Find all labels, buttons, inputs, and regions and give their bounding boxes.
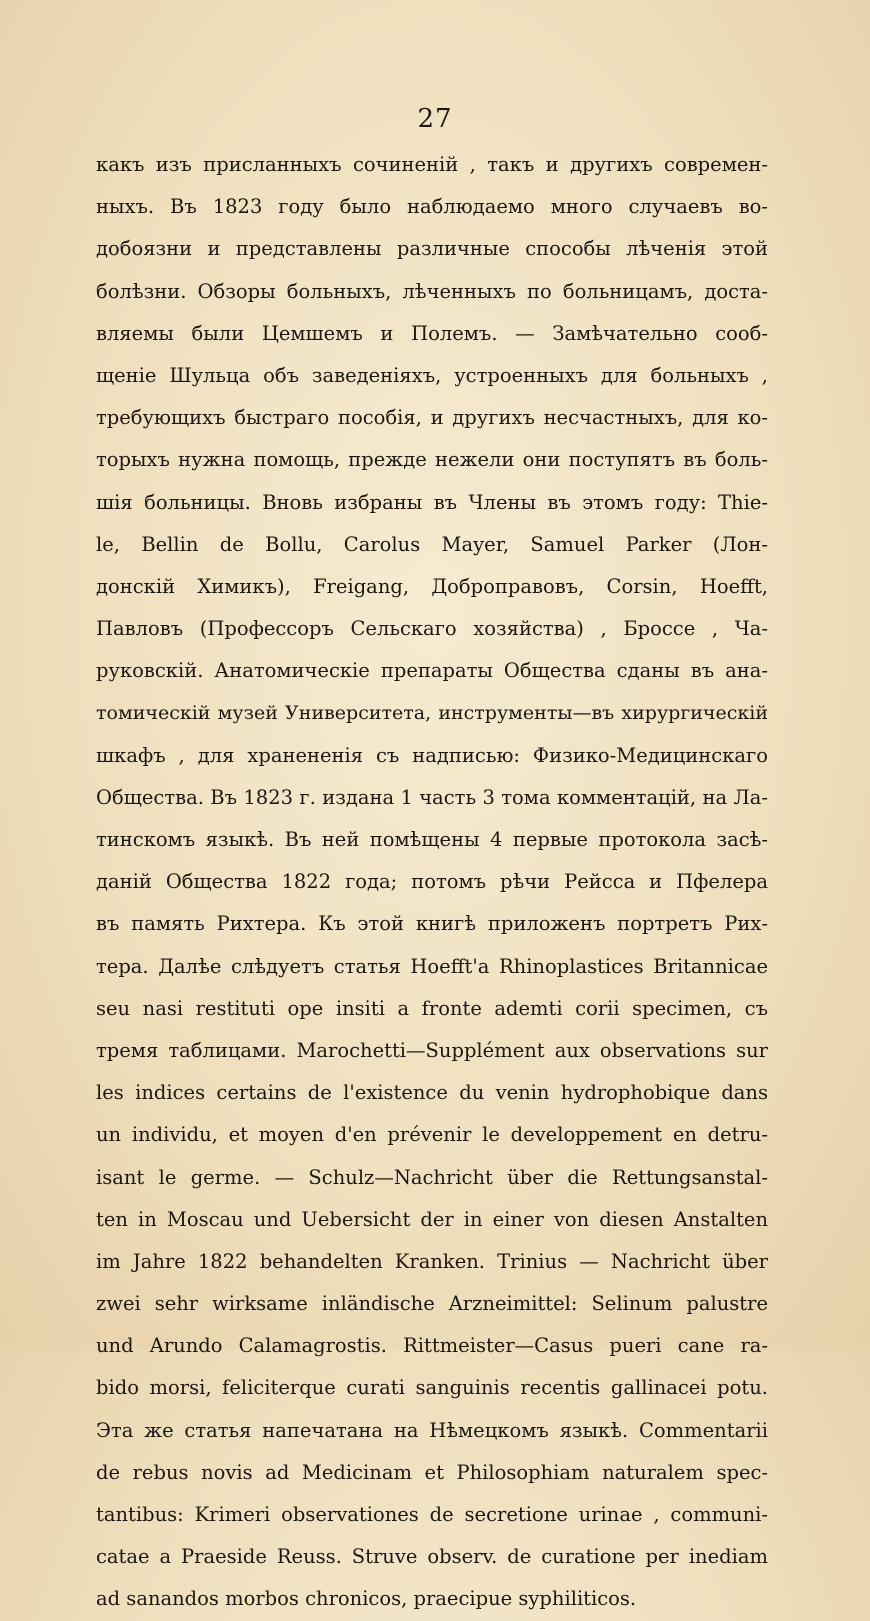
text-line: seu nasi restituti ope insiti a fronte ademti corii specimen, съ bbox=[96, 996, 768, 1020]
text-line: требующихъ быстраго пособія, и другихъ несчастныхъ, для ко- bbox=[96, 406, 768, 430]
text-line: bido morsi, feliciterque curati sanguinis recentis gallinacei potu. bbox=[96, 1376, 768, 1400]
text-line: тинскомъ языкѣ. Въ ней помѣщены 4 первые протокола засѣ- bbox=[96, 828, 768, 851]
text-line: un individu, et moyen d'en prévenir le developpement en detru- bbox=[96, 1123, 768, 1147]
page-number: 27 bbox=[417, 104, 453, 134]
text-line: томическій музей Университета, инструменты—въ хирургическій bbox=[96, 702, 768, 725]
text-line: болѣзни. Обзоры больныхъ, лѣченныхъ по больницамъ, доста- bbox=[96, 279, 768, 303]
text-line: вляемы были Цемшемъ и Полемъ. — Замѣчательно сооб- bbox=[96, 321, 768, 345]
text-line: руковскій. Анатомическіе препараты Общества сданы въ ана- bbox=[96, 659, 768, 683]
text-line: какъ изъ присланныхъ сочиненій , такъ и другихъ современ- bbox=[96, 153, 768, 176]
text-line: im Jahre 1822 behandelten Kranken. Trinius — Nachricht über bbox=[96, 1249, 768, 1273]
text-line: донскій Химикъ), Freigang, Доброправовъ, Corsin, Hoefft, bbox=[96, 574, 768, 598]
text-line: zwei sehr wirksame inländische Arzneimittel: Selinum palustre bbox=[96, 1292, 768, 1316]
text-line: шія больницы. Вновь избраны въ Члены въ этомъ году: Thie- bbox=[96, 490, 768, 514]
text-line: въ память Рихтера. Къ этой книгѣ приложенъ портретъ Рих- bbox=[96, 912, 768, 936]
text-line: Эта же статья напечатана на Нѣмецкомъ языкѣ. Commentarii bbox=[96, 1418, 768, 1442]
text-line: щеніе Шульца объ заведеніяхъ, устроенныхъ для больныхъ , bbox=[96, 363, 768, 387]
text-line: tantibus: Krimeri observationes de secretione urinae , communi- bbox=[96, 1503, 768, 1526]
text-line: les indices certains de l'existence du venin hydrophobique dans bbox=[96, 1081, 768, 1105]
text-line: le, Bellin de Bollu, Carolus Mayer, Samuel Parker (Лон- bbox=[96, 532, 768, 556]
text-line: catae a Praeside Reuss. Struve observ. de curatione per inediam bbox=[96, 1545, 768, 1569]
text-line: даній Общества 1822 года; потомъ рѣчи Рейсса и Пфелера bbox=[96, 870, 768, 894]
text-line: und Arundo Calamagrostis. Rittmeister—Casus pueri cane ra- bbox=[96, 1334, 768, 1358]
text-line: ad sanandos morbos chronicos, praecipue syphiliticos. bbox=[96, 1587, 637, 1611]
body-text bbox=[96, 144, 768, 1621]
text-line: Общества. Въ 1823 г. издана 1 часть 3 тома комментацій, на Ла- bbox=[96, 785, 768, 809]
text-line: Павловъ (Профессоръ Сельскаго хозяйства) , Броссе , Ча- bbox=[96, 617, 768, 641]
text-line: торыхъ нужна помощь, прежде нежели они поступятъ въ боль- bbox=[96, 448, 768, 472]
text-line: de rebus novis ad Medicinam et Philosophiam naturalem spec- bbox=[96, 1460, 768, 1484]
text-line: шкафъ , для хранененія съ надписью: Физико-Медицинскаго bbox=[96, 743, 768, 767]
text-line: isant le germe. — Schulz—Nachricht über die Rettungsanstal- bbox=[96, 1165, 768, 1189]
text-line: добоязни и представлены различные способы лѣченія этой bbox=[96, 237, 768, 261]
text-line: ten in Moscau und Uebersicht der in einer von diesen Anstalten bbox=[96, 1207, 768, 1231]
text-line: тера. Далѣе слѣдуетъ статья Hoefft'a Rhinoplastices Britannicae bbox=[96, 954, 768, 978]
text-line: тремя таблицами. Marochetti—Supplément aux observations sur bbox=[96, 1038, 768, 1062]
text-line: ныхъ. Въ 1823 году было наблюдаемо много случаевъ во- bbox=[96, 195, 768, 219]
